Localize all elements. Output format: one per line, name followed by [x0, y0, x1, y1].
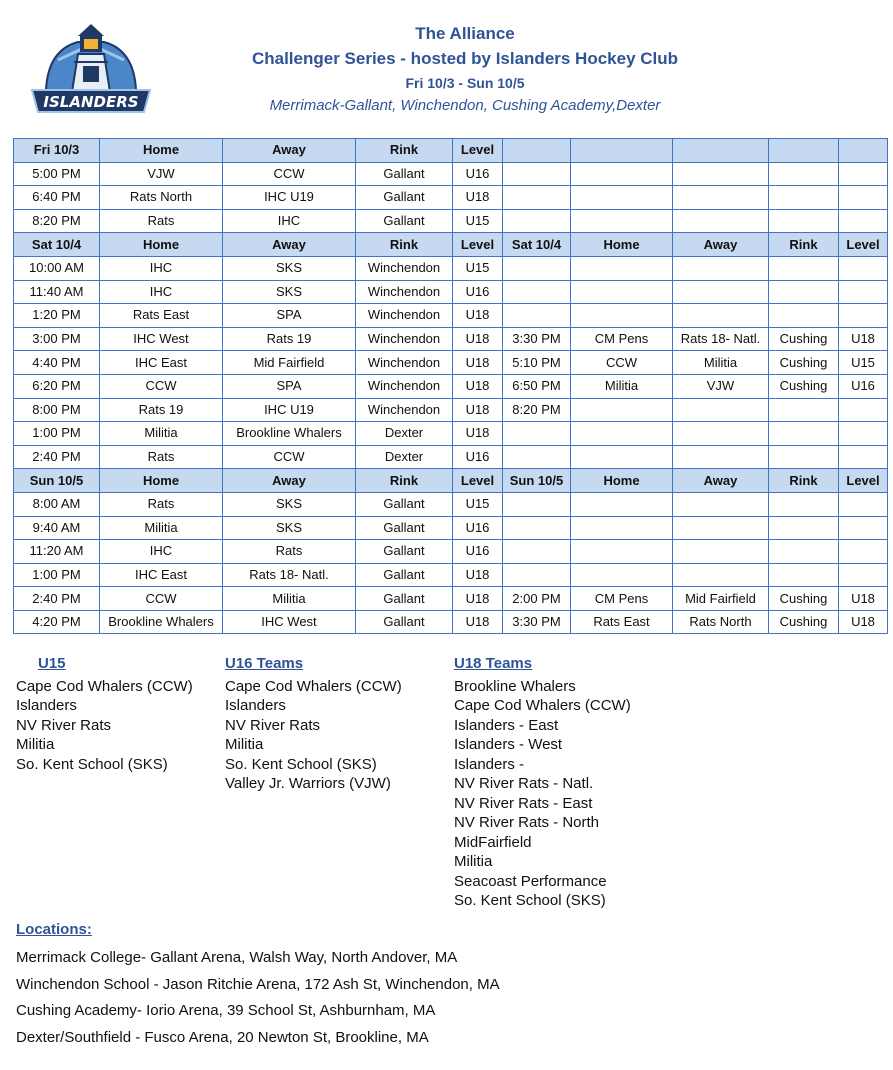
schedule-cell: Gallant	[356, 516, 453, 540]
schedule-cell: Winchendon	[356, 327, 453, 351]
schedule-cell: Brookline Whalers	[223, 422, 356, 446]
schedule-cell: 1:00 PM	[14, 422, 100, 446]
schedule-cell	[571, 422, 673, 446]
schedule-table	[13, 138, 888, 634]
schedule-cell: Home	[571, 233, 673, 257]
schedule-cell	[839, 516, 888, 540]
schedule-row	[14, 587, 888, 611]
schedule-cell: CM Pens	[571, 587, 673, 611]
team-name: Seacoast Performance	[454, 872, 607, 890]
schedule-cell	[673, 445, 769, 469]
schedule-cell: Gallant	[356, 186, 453, 210]
schedule-cell: IHC	[100, 540, 223, 564]
schedule-cell	[503, 540, 571, 564]
schedule-cell: SKS	[223, 492, 356, 516]
schedule-cell: U16	[453, 445, 503, 469]
schedule-cell: Mid Fairfield	[223, 351, 356, 375]
teams-u15-title: U15	[38, 655, 66, 672]
schedule-cell: SPA	[223, 374, 356, 398]
schedule-cell: IHC West	[223, 610, 356, 634]
schedule-cell: Militia	[100, 516, 223, 540]
schedule-cell	[503, 492, 571, 516]
schedule-cell: Away	[223, 233, 356, 257]
schedule-cell	[769, 256, 839, 280]
schedule-cell: Gallant	[356, 563, 453, 587]
schedule-row	[14, 256, 888, 280]
schedule-cell: Rats	[100, 209, 223, 233]
schedule-cell: Rats	[100, 445, 223, 469]
location-item: Winchendon School - Jason Ritchie Arena, 172 Ash St, Winchendon, MA	[16, 975, 500, 993]
team-name: NV River Rats	[16, 716, 112, 734]
schedule-cell: Rats North	[100, 186, 223, 210]
schedule-cell: U18	[453, 610, 503, 634]
schedule-cell: IHC	[100, 280, 223, 304]
schedule-cell	[571, 186, 673, 210]
schedule-day-header-row	[14, 233, 888, 257]
schedule-cell	[571, 304, 673, 328]
schedule-cell: Winchendon	[356, 374, 453, 398]
schedule-row	[14, 351, 888, 375]
schedule-cell: 6:20 PM	[14, 374, 100, 398]
schedule-cell: CCW	[571, 351, 673, 375]
team-name: Cape Cod Whalers (CCW)	[454, 697, 631, 714]
schedule-cell: Rink	[356, 233, 453, 257]
schedule-row	[14, 280, 888, 304]
schedule-row	[14, 422, 888, 446]
team-name: NV River Rats - Natl.	[454, 775, 594, 792]
schedule-cell: IHC	[100, 256, 223, 280]
schedule-cell: Dexter	[356, 445, 453, 469]
schedule-cell: U18	[453, 374, 503, 398]
schedule-cell: SKS	[223, 280, 356, 304]
event-venues: Merrimack-Gallant, Winchendon, Cushing Academy,Dexter	[269, 97, 661, 114]
schedule-cell: Militia	[223, 587, 356, 611]
schedule-cell: U18	[839, 587, 888, 611]
schedule-cell	[673, 139, 769, 163]
schedule-cell: Gallant	[356, 610, 453, 634]
schedule-cell: 8:20 PM	[14, 209, 100, 233]
schedule-row	[14, 162, 888, 186]
team-name: So. Kent School (SKS)	[16, 755, 168, 773]
schedule-cell: Rats 18- Natl.	[673, 327, 769, 351]
schedule-cell: 4:20 PM	[14, 610, 100, 634]
islanders-logo	[28, 20, 154, 116]
schedule-cell: U16	[453, 162, 503, 186]
schedule-cell: U18	[453, 422, 503, 446]
schedule-cell: Militia	[673, 351, 769, 375]
schedule-cell: 10:00 AM	[14, 256, 100, 280]
schedule-cell: IHC East	[100, 351, 223, 375]
schedule-cell	[571, 540, 673, 564]
schedule-cell: 8:00 PM	[14, 398, 100, 422]
team-name: Valley Jr. Warriors (VJW)	[225, 775, 391, 792]
schedule-cell	[673, 209, 769, 233]
schedule-cell	[769, 139, 839, 163]
schedule-cell: Home	[571, 469, 673, 493]
schedule-cell: Level	[453, 233, 503, 257]
location-item: Cushing Academy- Iorio Arena, 39 School St, Ashburnham, MA	[16, 1002, 436, 1019]
schedule-cell: 3:30 PM	[503, 327, 571, 351]
document-header	[200, 22, 730, 118]
schedule-cell	[503, 280, 571, 304]
schedule-cell: U15	[453, 492, 503, 516]
schedule-cell	[503, 209, 571, 233]
schedule-cell: CCW	[223, 162, 356, 186]
schedule-cell	[571, 139, 673, 163]
schedule-cell: U18	[453, 351, 503, 375]
schedule-cell: Rink	[356, 139, 453, 163]
schedule-cell	[503, 516, 571, 540]
schedule-cell	[839, 162, 888, 186]
schedule-row	[14, 610, 888, 634]
schedule-cell: U18	[453, 398, 503, 422]
schedule-cell	[571, 162, 673, 186]
schedule-cell	[839, 280, 888, 304]
schedule-cell: Level	[453, 469, 503, 493]
schedule-cell: SKS	[223, 516, 356, 540]
team-name: Cape Cod Whalers (CCW)	[16, 677, 193, 695]
schedule-cell: IHC East	[100, 563, 223, 587]
team-name: Militia	[225, 736, 264, 753]
schedule-cell: U16	[839, 374, 888, 398]
schedule-cell: 8:00 AM	[14, 492, 100, 516]
schedule-cell	[503, 162, 571, 186]
schedule-cell	[673, 516, 769, 540]
schedule-cell: U16	[453, 280, 503, 304]
team-name: NV River Rats	[225, 716, 321, 734]
schedule-cell	[769, 492, 839, 516]
schedule-cell: IHC U19	[223, 398, 356, 422]
schedule-cell: Level	[839, 233, 888, 257]
schedule-cell	[503, 445, 571, 469]
schedule-cell	[839, 422, 888, 446]
schedule-cell: U18	[453, 587, 503, 611]
schedule-cell: U18	[453, 327, 503, 351]
schedule-cell: IHC	[223, 209, 356, 233]
schedule-cell: Home	[100, 469, 223, 493]
schedule-cell: Cushing	[769, 587, 839, 611]
schedule-cell: Rats North	[673, 610, 769, 634]
schedule-cell	[769, 186, 839, 210]
schedule-cell: Rats 18- Natl.	[223, 563, 356, 587]
schedule-cell: Winchendon	[356, 398, 453, 422]
schedule-cell: 1:00 PM	[14, 563, 100, 587]
schedule-cell: Rats	[100, 492, 223, 516]
schedule-cell	[673, 162, 769, 186]
schedule-cell	[571, 445, 673, 469]
schedule-cell: U18	[453, 304, 503, 328]
logo-text: ISLANDERS	[43, 93, 139, 111]
schedule-cell: IHC West	[100, 327, 223, 351]
schedule-cell: Rats East	[571, 610, 673, 634]
schedule-cell: VJW	[100, 162, 223, 186]
schedule-cell: Sat 10/4	[14, 233, 100, 257]
schedule-cell	[769, 162, 839, 186]
schedule-cell	[571, 209, 673, 233]
schedule-cell	[571, 563, 673, 587]
schedule-cell: Militia	[100, 422, 223, 446]
teams-u16-title: U16 Teams	[225, 655, 304, 672]
schedule-cell: 6:50 PM	[503, 374, 571, 398]
schedule-cell	[673, 398, 769, 422]
schedule-cell: 11:20 AM	[14, 540, 100, 564]
schedule-cell: 2:00 PM	[503, 587, 571, 611]
lighthouse-icon	[46, 24, 136, 92]
schedule-body	[14, 139, 888, 634]
schedule-cell: CCW	[100, 374, 223, 398]
schedule-cell: Gallant	[356, 162, 453, 186]
schedule-cell	[673, 186, 769, 210]
schedule-cell	[769, 280, 839, 304]
schedule-cell: 9:40 AM	[14, 516, 100, 540]
schedule-cell: Rats	[223, 540, 356, 564]
schedule-cell: Gallant	[356, 209, 453, 233]
schedule-row	[14, 563, 888, 587]
schedule-cell: Away	[223, 139, 356, 163]
schedule-cell	[673, 563, 769, 587]
page-subtitle: Challenger Series - hosted by Islanders Hockey Club	[251, 49, 679, 68]
schedule-cell: 11:40 AM	[14, 280, 100, 304]
schedule-cell: U18	[839, 610, 888, 634]
schedule-cell: Away	[673, 233, 769, 257]
teams-u15	[16, 654, 193, 774]
schedule-cell: U18	[839, 327, 888, 351]
schedule-cell: Brookline Whalers	[100, 610, 223, 634]
locations-title: Locations:	[16, 921, 92, 938]
schedule-cell	[503, 139, 571, 163]
schedule-cell	[503, 304, 571, 328]
schedule-cell	[769, 445, 839, 469]
schedule-row	[14, 374, 888, 398]
schedule-cell	[839, 139, 888, 163]
schedule-cell: Rats 19	[100, 398, 223, 422]
schedule-cell	[503, 422, 571, 446]
schedule-cell	[673, 492, 769, 516]
team-name: Islanders - East	[454, 716, 559, 734]
schedule-row	[14, 445, 888, 469]
event-dates: Fri 10/3 - Sun 10/5	[405, 75, 525, 91]
schedule-cell	[571, 492, 673, 516]
schedule-cell	[839, 563, 888, 587]
schedule-cell: Gallant	[356, 587, 453, 611]
schedule-cell: Militia	[571, 374, 673, 398]
schedule-cell	[673, 304, 769, 328]
schedule-cell	[571, 280, 673, 304]
schedule-cell	[571, 398, 673, 422]
schedule-cell: 2:40 PM	[14, 445, 100, 469]
team-name: So. Kent School (SKS)	[454, 892, 606, 909]
schedule-cell: Winchendon	[356, 351, 453, 375]
teams-u18	[454, 654, 631, 911]
schedule-cell: 8:20 PM	[503, 398, 571, 422]
schedule-row	[14, 516, 888, 540]
locations-list	[16, 945, 500, 1051]
schedule-cell	[673, 540, 769, 564]
schedule-cell: 1:20 PM	[14, 304, 100, 328]
schedule-cell: U18	[453, 186, 503, 210]
schedule-cell: Level	[839, 469, 888, 493]
location-item: Dexter/Southfield - Fusco Arena, 20 Newton St, Brookline, MA	[16, 1028, 429, 1046]
team-name: MidFairfield	[454, 833, 532, 851]
schedule-cell: CCW	[223, 445, 356, 469]
schedule-cell	[571, 516, 673, 540]
schedule-cell	[769, 516, 839, 540]
schedule-day-header-row	[14, 139, 888, 163]
teams-u18-title: U18 Teams	[454, 655, 533, 672]
schedule-cell: Cushing	[769, 351, 839, 375]
schedule-cell	[673, 422, 769, 446]
schedule-cell: U15	[453, 209, 503, 233]
schedule-cell	[503, 563, 571, 587]
schedule-cell: Cushing	[769, 327, 839, 351]
team-name: Militia	[16, 736, 55, 753]
schedule-cell	[839, 540, 888, 564]
team-name: Islanders	[16, 697, 77, 714]
schedule-cell: Home	[100, 139, 223, 163]
team-name: Islanders - West	[454, 736, 563, 753]
schedule-cell	[839, 398, 888, 422]
schedule-cell: U16	[453, 540, 503, 564]
schedule-row	[14, 492, 888, 516]
schedule-cell: Winchendon	[356, 256, 453, 280]
schedule-cell	[839, 186, 888, 210]
schedule-cell: VJW	[673, 374, 769, 398]
schedule-cell	[839, 445, 888, 469]
team-name: Cape Cod Whalers (CCW)	[225, 677, 402, 695]
schedule-cell: Gallant	[356, 492, 453, 516]
schedule-cell: Sat 10/4	[503, 233, 571, 257]
schedule-cell: Cushing	[769, 374, 839, 398]
schedule-cell	[673, 280, 769, 304]
schedule-cell	[769, 540, 839, 564]
schedule-cell: 5:10 PM	[503, 351, 571, 375]
schedule-cell: U15	[839, 351, 888, 375]
schedule-cell	[571, 256, 673, 280]
schedule-row	[14, 186, 888, 210]
schedule-cell: IHC U19	[223, 186, 356, 210]
schedule-cell: Rats East	[100, 304, 223, 328]
schedule-cell: 3:30 PM	[503, 610, 571, 634]
teams-u16	[225, 654, 402, 794]
schedule-cell: Sun 10/5	[503, 469, 571, 493]
schedule-cell: SPA	[223, 304, 356, 328]
schedule-cell: Home	[100, 233, 223, 257]
schedule-cell: CM Pens	[571, 327, 673, 351]
schedule-cell	[839, 492, 888, 516]
schedule-cell: Winchendon	[356, 280, 453, 304]
team-name: Islanders	[225, 697, 286, 714]
schedule-cell: Cushing	[769, 610, 839, 634]
schedule-cell	[673, 256, 769, 280]
schedule-cell: Gallant	[356, 540, 453, 564]
schedule-row	[14, 304, 888, 328]
schedule-cell	[503, 186, 571, 210]
schedule-cell: Mid Fairfield	[673, 587, 769, 611]
team-name: Militia	[454, 853, 493, 870]
team-name: Brookline Whalers	[454, 677, 576, 695]
schedule-cell	[839, 209, 888, 233]
schedule-day-header-row	[14, 469, 888, 493]
schedule-cell: Away	[673, 469, 769, 493]
team-name: NV River Rats - East	[454, 794, 593, 812]
schedule-cell: 6:40 PM	[14, 186, 100, 210]
schedule-cell: Fri 10/3	[14, 139, 100, 163]
schedule-cell	[769, 304, 839, 328]
schedule-cell: U15	[453, 256, 503, 280]
schedule-row	[14, 209, 888, 233]
schedule-cell: 2:40 PM	[14, 587, 100, 611]
schedule-cell: U18	[453, 563, 503, 587]
schedule-cell	[769, 563, 839, 587]
schedule-cell: CCW	[100, 587, 223, 611]
schedule-cell: Rink	[769, 469, 839, 493]
location-item: Merrimack College- Gallant Arena, Walsh Way, North Andover, MA	[16, 949, 458, 966]
schedule-cell: Rink	[769, 233, 839, 257]
schedule-cell	[503, 256, 571, 280]
schedule-cell: U16	[453, 516, 503, 540]
schedule-cell: 3:00 PM	[14, 327, 100, 351]
schedule-row	[14, 540, 888, 564]
team-name: NV River Rats - North	[454, 814, 600, 831]
schedule-row	[14, 327, 888, 351]
team-name: So. Kent School (SKS)	[225, 755, 377, 773]
schedule-cell	[769, 398, 839, 422]
schedule-cell	[769, 422, 839, 446]
schedule-cell: Sun 10/5	[14, 469, 100, 493]
schedule-cell: Rats 19	[223, 327, 356, 351]
schedule-cell	[839, 256, 888, 280]
schedule-cell: 5:00 PM	[14, 162, 100, 186]
schedule-cell: Rink	[356, 469, 453, 493]
schedule-cell: Away	[223, 469, 356, 493]
schedule-cell: Dexter	[356, 422, 453, 446]
schedule-cell: Level	[453, 139, 503, 163]
schedule-cell: 4:40 PM	[14, 351, 100, 375]
page-title: The Alliance	[415, 24, 515, 43]
schedule-cell	[769, 209, 839, 233]
team-name: Islanders -	[454, 755, 525, 773]
schedule-row	[14, 398, 888, 422]
schedule-cell: SKS	[223, 256, 356, 280]
schedule-cell: Winchendon	[356, 304, 453, 328]
schedule-cell	[839, 304, 888, 328]
